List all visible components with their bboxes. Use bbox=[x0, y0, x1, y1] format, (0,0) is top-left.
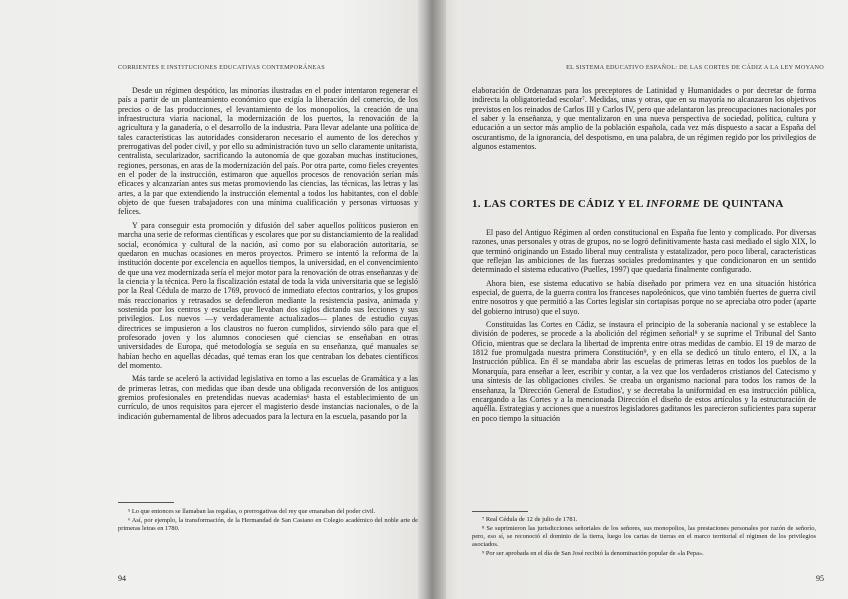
footnote: ⁸ Se suprimieron las jurisdicciones señoriales de los señores, sus monopolios, las prestaciones personales por razón de señorío, pero, eso sí, se reconoció el dominio de la tierra, luego los cartas de tierras en el marco territorial el régimen de los privilegios asociados. bbox=[472, 525, 816, 548]
left-body-text bbox=[118, 86, 418, 425]
footnote: ⁵ Lo que entonces se llamaban las regalías, o prerrogativas del rey que emanaban del poder civil. bbox=[128, 508, 376, 515]
running-head-left: CORRIENTES E INSTITUCIONES EDUCATIVAS CONTEMPORÁNEAS bbox=[118, 64, 325, 71]
footnote: ⁹ Por ser aprobada en el día de San José recibió la denominación popular de «la Pepa». bbox=[482, 550, 704, 557]
paragraph: Constituidas las Cortes en Cádiz, se instaura el principio de la soberanía nacional y se establece la división de poderes, se procede a la abolición del régimen señorial⁸ y se suprime el Tribunal del Santo Oficio, mientras que se declara la libertad de imprenta entre otras medidas de cambio. El 19 de marzo de 1812 fue promulgada nuestra primera Constitución⁹, y en ella se dedicó un título entero, el IX, a la Instrucción pública. En él se mandaba abrir las escuelas de primeras letras en todos los pueblos de la Monarquía, para enseñar a leer, escribir y contar, a la vez que los verdaderos cristianos del Catecismo y una síntesis de las obligaciones civiles. Se creaba un organismo nacional para todos los ramos de la enseñanza, la 'Dirección General de Estudios', y se decretaba la uniformidad en esa instrucción pública, encargando a las Cortes y a la mencionada Dirección el diseño de estos artículos y la estructuración de aquélla. Estrategias y acciones que a nuestros legisladores gaditanos les parecieron suficientes para superar en poco tiempo la situación bbox=[472, 320, 816, 423]
right-body-text-bottom bbox=[472, 228, 816, 427]
right-page bbox=[438, 0, 848, 599]
section-title bbox=[472, 198, 816, 210]
paragraph: Ahora bien, ese sistema educativo se había diseñado por primera vez en una situación histórica especial, de guerra, de la guerra contra los franceses napoleónicos, que vino también fuertes de guerra civil entre nosotros y que permitió a las Cortes legislar sin cortapisas porque no se apreciaba otro poder (aparte del gobierno intruso) que el suyo. bbox=[472, 278, 816, 316]
left-footnotes bbox=[118, 508, 418, 534]
paragraph: Y para conseguir esta promoción y difusión del saber aquellos políticos pusieron en marcha una serie de reformas científicas y escolares que por su distanciamiento de la realidad social, económica y cultural de la nación, así como por su elaboración autoritaria, se quedaron en muchas ocasiones en meros proyectos. Primero se intentó la reforma de la institución docente por excelencia en aquellos tiempos, la universidad, en el convencimiento de que una vez modernizada sería el mejor motor para la renovación de otras enseñanzas y de la ciencia y la técnica. Pero la fiscalización estatal de toda la vida universitaria que se legisló por la Real Cédula de marzo de 1769, provocó de inmediato efectos contrarios, y los grupos más reaccionarios y retrasados se defendieron mediante la resistencia pasiva, animada y sostenida por los centros y escuelas que llevaban dos siglos dictando sus lecciones y sus privilegios. Los nuevos —y verdaderamente actualizados— planes de estudio cuyas directrices se impusieron a los claustros no fueron cumplidos, sirviendo sólo para que el profesorado joven y los alumnos conociesen qué ciencias se enseñaban en otras universidades de Europa, qué metodología se seguía en su enseñanza, qué manuales se habían hecho en aquellas décadas, qué temas eran los que centraban los debates científicos del momento. bbox=[118, 220, 418, 370]
section-title-prefix: 1. LAS CORTES DE CÁDIZ Y EL bbox=[472, 198, 647, 210]
footnote: ⁷ Real Cédula de 12 de julio de 1781. bbox=[482, 516, 578, 523]
footnote-rule bbox=[472, 511, 528, 512]
right-body-text-top bbox=[472, 86, 816, 155]
section-title-italic: INFORME bbox=[646, 198, 701, 210]
footnote-rule bbox=[118, 502, 174, 503]
paragraph: Desde un régimen despótico, las minorías ilustradas en el poder intentaron regenerar el país a partir de un planteamiento económico que exigía la liberación del comercio, de los precios o de las producciones, el levantamiento de los monopolios, la creación de una infraestructura viaria nacional, la modernización de los puertos, la renovación de la agricultura y la ganadería, o el desarrollo de la industria. Para llevar adelante una política de tales características las autoridades consideraron necesario el aumento de los derechos y prerrogativas del poder civil, y por ello su administración tuvo un sello claramente unitarista, centralista, secularizador, sacrificando la autonomía de que gozaban muchas instituciones, regiones, personas, en aras de la modernización del país. Por otra parte, como fieles creyentes en el poder de la instrucción, estimaron que aquellos procesos de renovación serían más eficaces y alcanzarían antes sus metas promoviendo las ciencias, las técnicas, las letras y las artes, a la par que extendiendo la instrucción elemental a todos los habitantes, con el doble objeto de que fuesen trabajadores con una mínima cualificación y personas virtuosas y felices. bbox=[118, 86, 418, 217]
section-title-suffix: DE QUINTANA bbox=[700, 198, 784, 210]
paragraph: El paso del Antiguo Régimen al orden constitucional en España fue lento y complicado. Por diversas razones, unas personales y otras de grupos, no se logró definitivamente hasta casi mediado el siglo XIX, lo que terminó originando un Estado liberal muy centralista y estatalizador, pero poco liberal, características que reflejan las ambiciones de las fuerzas sociales predominantes y que condicionaron en un sentido determinado el sistema educativo (Puelles, 1997) que quedaría finalmente configurado. bbox=[472, 228, 816, 275]
right-footnotes bbox=[472, 516, 816, 559]
page-number-right: 95 bbox=[816, 574, 824, 583]
footnote: ⁶ Así, por ejemplo, la transformación, de la Hermandad de San Casiano en Colegio académico del noble arte de primeras letras en 1780. bbox=[118, 517, 418, 532]
paragraph: Más tarde se aceleró la actividad legislativa en torno a las escuelas de Gramática y a las de primeras letras, con medidas que iban desde una obligada reconversión de los antiguos gremios profesionales en pretendidas nuevas academias⁶ hasta el establecimiento de un currículo, de unos requisitos para ejercer el magisterio desde instancias nacionales, o de la indicación gubernamental de libros adecuados para la lectura en la escuela, pasando por la bbox=[118, 374, 418, 421]
page-number-left: 94 bbox=[118, 574, 126, 583]
paragraph: elaboración de Ordenanzas para los preceptores de Latinidad y Humanidades o por decretar de forma indirecta la obligatoriedad escolar⁷. Medidas, unas y otras, que en su mayoría no alcanzaron los objetivos previstos en los reinados de Carlos III y Carlos IV, pero que adelantaron las preocupaciones nacionales por el saber y la enseñanza, y que mentalizaron en una nueva perspectiva de sociedad, política, cultura y educación a un sector más amplio de la población española, cada vez más dispuesto a sacar a España del oscurantismo, de la ignorancia, del despotismo, en una palabra, de un régimen regido por los privilegios de algunos estamentos. bbox=[472, 86, 816, 152]
running-head-right: EL SISTEMA EDUCATIVO ESPAÑOL: DE LAS CORTES DE CÁDIZ A LA LEY MOYANO bbox=[566, 64, 824, 71]
